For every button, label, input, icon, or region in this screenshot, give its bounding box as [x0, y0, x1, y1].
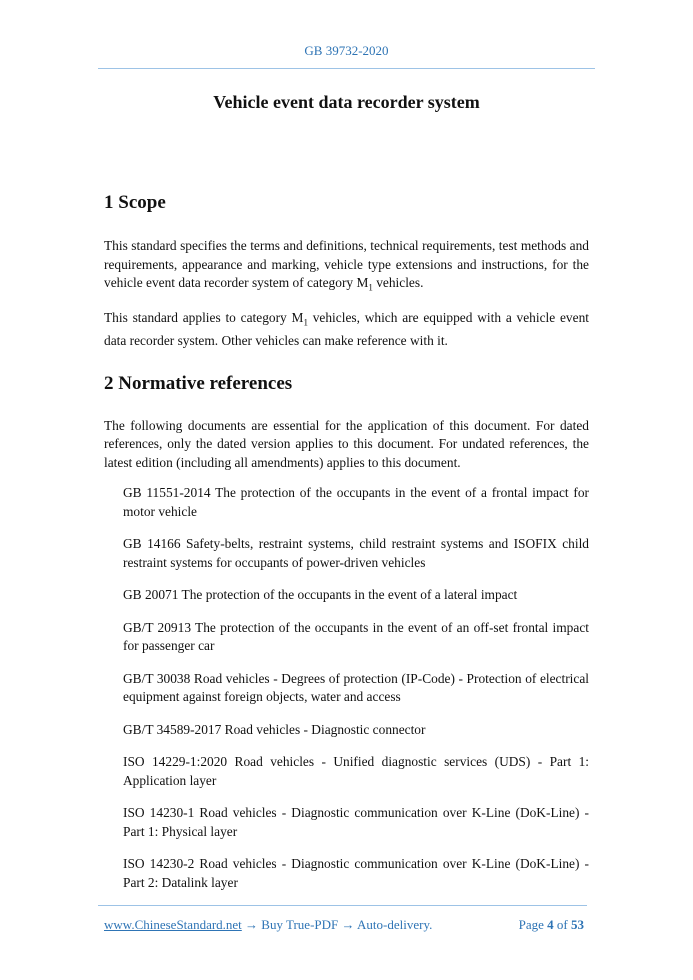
arrow-right-icon: → — [245, 917, 259, 932]
reference-item: GB 11551-2014 The protection of the occupants in the event of a frontal impact for motor vehicle — [123, 485, 589, 519]
footer-divider — [98, 905, 587, 906]
reference-item: GB/T 30038 Road vehicles - Degrees of protection (IP-Code) - Protection of electrical equipment against foreign objects, water and access — [123, 670, 589, 705]
section-2-heading: 2 Normative references — [104, 372, 293, 394]
current-page: 4 — [547, 917, 554, 932]
total-pages: 53 — [571, 917, 584, 932]
buy-true-pdf-text: Buy True-PDF — [261, 917, 339, 932]
reference-item: ISO 14230-2 Road vehicles - Diagnostic communication over K-Line (DoK-Line) - Part 2: Datalink layer — [123, 856, 589, 890]
header-divider — [98, 68, 595, 69]
reference-item: ISO 14230-1 Road vehicles - Diagnostic communication over K-Line (DoK-Line) - Part 1: Physical layer — [123, 805, 589, 839]
reference-item: GB/T 20913 The protection of the occupants in the event of an off-set frontal impact for passenger car — [123, 619, 589, 654]
auto-delivery-text: Auto-delivery. — [357, 917, 433, 932]
document-title: Vehicle event data recorder system — [213, 92, 480, 112]
reference-item: GB/T 34589-2017 Road vehicles - Diagnostic connector — [123, 721, 426, 737]
footer-promo — [104, 917, 432, 933]
scope-paragraph-2: This standard applies to category $M_1$ vehicles, which are equipped with a vehicle event data recorder system. Other vehicles can make reference with it. — [104, 310, 589, 349]
arrow-right-icon: → — [341, 917, 355, 932]
reference-item: GB 20071 The protection of the occupants in the event of a lateral impact — [123, 587, 518, 603]
page-content — [104, 190, 589, 906]
section-1-heading: 1 Scope — [104, 192, 166, 213]
scope-paragraph-1: This standard specifies the terms and definitions, technical requirements, test methods and requirements, appearance and marking, vehicle type extensions and instructions, for the vehicle event data recorder system of category $M_1$ vehicles. — [104, 238, 589, 293]
reference-item: GB 14166 Safety-belts, restraint systems, child restraint systems and ISOFIX child restraint systems for occupants of power-driven vehicles — [123, 536, 589, 570]
reference-item: ISO 14229-1:2020 Road vehicles - Unified diagnostic services (UDS) - Part 1: Application layer — [123, 754, 589, 788]
reference-list — [104, 484, 589, 892]
header-doc-code: GB 39732-2020 — [304, 43, 389, 58]
page-number: Page 4 of 53 — [518, 917, 584, 932]
chinese-standard-link[interactable]: www.ChineseStandard.net — [104, 917, 242, 932]
references-intro: The following documents are essential for the application of this document. For dated references, only the dated version applies to this document. For undated references, the latest edition (including all amendments) applies to this document. — [104, 417, 589, 470]
